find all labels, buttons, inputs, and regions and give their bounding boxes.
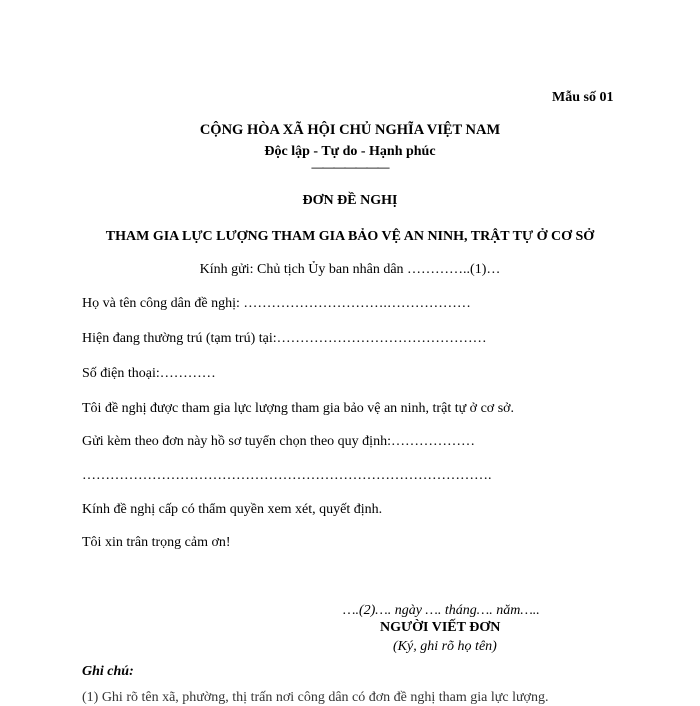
request-statement: Tôi đề nghị được tham gia lực lượng tham gia bảo vệ an ninh, trật tự ở cơ sở.: [82, 401, 515, 416]
signature-date-line: ….(2)…. ngày …. tháng…. năm…..: [343, 603, 540, 618]
field-attachments: Gửi kèm theo đơn này hồ sơ tuyển chọn theo quy định:………………: [82, 434, 475, 449]
field-phone: Số điện thoại:…………: [82, 366, 216, 381]
motto-divider: ———————: [311, 160, 389, 174]
recipient-line: Kính gửi: Chủ tịch Ủy ban nhân dân …………..(1)…: [199, 262, 501, 277]
national-motto: Độc lập - Tự do - Hạnh phúc: [264, 144, 436, 159]
document-subtitle: THAM GIA LỰC LƯỢNG THAM GIA BẢO VỆ AN NINH, TRẬT TỰ Ở CƠ SỞ: [105, 229, 595, 244]
signature-note: (Ký, ghi rõ họ tên): [393, 639, 497, 654]
form-number: Mẫu số 01: [552, 90, 614, 105]
field-full-name: Họ và tên công dân đề nghị: ………………………….………………: [82, 296, 471, 311]
closing-thanks: Tôi xin trân trọng cảm ơn!: [82, 535, 231, 550]
notes-heading: Ghi chú:: [82, 664, 134, 679]
national-title: CỘNG HÒA XÃ HỘI CHỦ NGHĨA VIỆT NAM: [199, 122, 501, 138]
notes-cutoff-text: (1) Ghi rõ tên xã, phường, thị trấn nơi công dân có đơn đề nghị tham gia lực lượng.: [82, 690, 549, 705]
field-attachments-continued: …………………………………………………………………………….: [82, 468, 492, 483]
document-title: ĐƠN ĐỀ NGHỊ: [302, 193, 398, 208]
notes-cutoff-line: [82, 690, 602, 705]
field-residence: Hiện đang thường trú (tạm trú) tại:………………………………………: [82, 331, 487, 346]
closing-request: Kính đề nghị cấp có thẩm quyền xem xét, quyết định.: [82, 502, 383, 517]
signature-title: NGƯỜI VIẾT ĐƠN: [380, 620, 501, 635]
